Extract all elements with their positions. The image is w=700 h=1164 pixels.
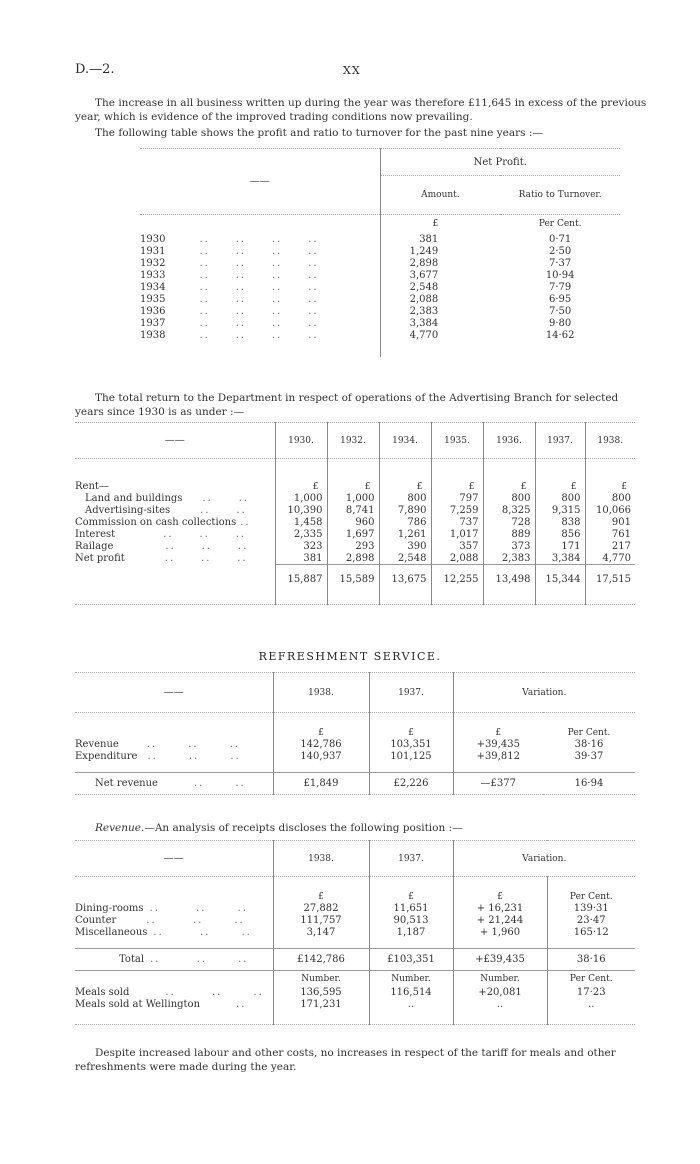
amount-cell: 2,898 bbox=[380, 257, 500, 269]
value-cell: 800 bbox=[379, 493, 431, 505]
variation-value: +20,081 bbox=[453, 987, 547, 999]
row-label: Dining-rooms bbox=[75, 903, 144, 914]
row-label: Revenue bbox=[75, 739, 119, 750]
value-1937: 116,514 bbox=[369, 987, 453, 999]
unit-cell: £ bbox=[585, 481, 635, 493]
row-label: Interest bbox=[75, 529, 116, 540]
value-1937: £103,351 bbox=[369, 949, 453, 971]
year-header: 1938. bbox=[585, 423, 635, 459]
table-row: Meals sold .. .. .. 136,595 116,514 +20,081 17·23 bbox=[75, 987, 635, 999]
unit-cell: £ bbox=[275, 481, 327, 493]
amount-cell: 381 bbox=[380, 233, 500, 245]
table-row: 1932 .. .. .. .. 2,898 7·37 bbox=[140, 257, 620, 269]
profit-dash: —— bbox=[249, 176, 270, 187]
table-row: 1933 .. .. .. .. 3,677 10·94 bbox=[140, 269, 620, 281]
unit-cell: £ bbox=[535, 481, 585, 493]
value-cell: 217 bbox=[585, 541, 635, 553]
total-cell: 13,675 bbox=[379, 565, 431, 595]
table-row: Expenditure .. .. .. 140,937 101,125 +39,812 39·37 bbox=[75, 751, 635, 763]
pct-unit: Per Cent. bbox=[547, 891, 635, 903]
value-cell: 1,697 bbox=[327, 529, 379, 541]
value-cell: 171 bbox=[535, 541, 585, 553]
year-header: 1935. bbox=[431, 423, 483, 459]
variation-pct: 16·94 bbox=[543, 773, 635, 795]
number-unit: Number. bbox=[453, 971, 547, 987]
value-1937: 90,513 bbox=[369, 915, 453, 927]
value-cell: 357 bbox=[431, 541, 483, 553]
value-1938: 142,786 bbox=[273, 739, 369, 751]
unit-cell: £ bbox=[273, 891, 369, 903]
year-label: 1934 bbox=[140, 281, 166, 293]
value-1938: 27,882 bbox=[273, 903, 369, 915]
page-reference: D.—2. bbox=[75, 62, 115, 77]
value-cell: 2,898 bbox=[327, 553, 379, 565]
intro-paragraph-1: The increase in all business written up during the year was therefore £11,645 in excess of the previous year, which is evidence of the improved trading conditions now prevailing. bbox=[75, 97, 647, 123]
value-1938: 140,937 bbox=[273, 751, 369, 763]
table-row: Meals sold at Wellington .. 171,231 .. .. .. bbox=[75, 999, 635, 1011]
value-cell: 3,384 bbox=[535, 553, 585, 565]
variation-value: 16,231 bbox=[488, 903, 524, 914]
col-1938-header: 1938. bbox=[273, 841, 369, 877]
totals-row bbox=[75, 565, 635, 595]
year-label: 1936 bbox=[140, 305, 166, 317]
number-unit: Number. bbox=[273, 971, 369, 987]
number-unit: Number. bbox=[369, 971, 453, 987]
variation-pct: .. bbox=[547, 999, 635, 1011]
table-row: Interest .. .. .. 2,335 1,697 1,261 1,017 889 856 761 bbox=[75, 529, 635, 541]
value-1938: 136,595 bbox=[273, 987, 369, 999]
value-1937: .. bbox=[369, 999, 453, 1011]
unit-cell: £ bbox=[453, 727, 543, 739]
rent-label: Rent— bbox=[75, 481, 109, 492]
return-intro: The total return to the Department in respect of operations of the Advertising Branch for selected years since 1930 is as under :— bbox=[75, 392, 619, 418]
value-cell: 8,741 bbox=[327, 505, 379, 517]
ratio-cell: 7·50 bbox=[549, 305, 572, 317]
table-row: Land and buildings .. .. 1,000 1,000 800 797 800 800 800 bbox=[75, 493, 635, 505]
revenue-intro-italic: Revenue. bbox=[95, 822, 145, 834]
value-cell: 786 bbox=[379, 517, 431, 529]
year-label: 1937 bbox=[140, 317, 166, 329]
value-cell: 323 bbox=[275, 541, 327, 553]
year-label: 1933 bbox=[140, 269, 166, 281]
page-number: XX bbox=[343, 64, 361, 77]
variation-value: +39,812 bbox=[453, 751, 543, 763]
total-cell: 15,589 bbox=[327, 565, 379, 595]
value-cell: 761 bbox=[585, 529, 635, 541]
row-label: Meals sold bbox=[75, 987, 130, 998]
row-label: Railage bbox=[75, 541, 114, 552]
value-1937: 101,125 bbox=[369, 751, 453, 763]
value-cell: 390 bbox=[379, 541, 431, 553]
revenue-intro-text: —An analysis of receipts discloses the following position :— bbox=[144, 822, 463, 834]
value-1937: 1,187 bbox=[369, 927, 453, 939]
total-cell: 17,515 bbox=[585, 565, 635, 595]
unit-cell: £ bbox=[453, 891, 547, 903]
value-cell: 7,259 bbox=[431, 505, 483, 517]
ratio-cell: 0·71 bbox=[549, 233, 572, 245]
table-row: 1938 .. .. .. .. 4,770 14·62 bbox=[140, 329, 620, 341]
variation-sign: + bbox=[476, 915, 486, 926]
row-label: Miscellaneous bbox=[75, 927, 148, 938]
unit-cell: £ bbox=[273, 727, 369, 739]
value-cell: 293 bbox=[327, 541, 379, 553]
variation-pct: 17·23 bbox=[547, 987, 635, 999]
amount-cell: 4,770 bbox=[380, 329, 500, 341]
section-title: REFRESHMENT SERVICE. bbox=[258, 650, 442, 663]
amount-cell: 2,548 bbox=[380, 281, 500, 293]
value-cell: 1,000 bbox=[275, 493, 327, 505]
value-cell: 800 bbox=[535, 493, 585, 505]
refreshment-dash: —— bbox=[75, 673, 273, 713]
value-cell: 797 bbox=[431, 493, 483, 505]
value-cell: 960 bbox=[327, 517, 379, 529]
ratio-cell: 14·62 bbox=[545, 329, 575, 341]
value-cell: 381 bbox=[275, 553, 327, 565]
col-1937-header: 1937. bbox=[369, 673, 453, 713]
value-1938: 3,147 bbox=[273, 927, 369, 939]
amount-cell: 2,383 bbox=[380, 305, 500, 317]
row-label: Total bbox=[119, 954, 145, 965]
table-row: 1937 .. .. .. .. 3,384 9·80 bbox=[140, 317, 620, 329]
net-revenue-row: Net revenue .. .. £1,849 £2,226 —£377 16·94 bbox=[75, 773, 635, 795]
value-1938: £142,786 bbox=[273, 949, 369, 971]
col-1937-header: 1937. bbox=[369, 841, 453, 877]
ratio-cell: 9·80 bbox=[549, 317, 572, 329]
table-row: Revenue .. .. .. 142,786 103,351 +39,435 38·16 bbox=[75, 739, 635, 751]
ratio-unit: Per Cent. bbox=[538, 219, 582, 229]
value-cell: 1,261 bbox=[379, 529, 431, 541]
ratio-cell: 7·79 bbox=[549, 281, 572, 293]
table-row: Dining-rooms .. .. .. 27,882 11,651 + 16,231 139·31 bbox=[75, 903, 635, 915]
year-label: 1938 bbox=[140, 329, 166, 341]
table-row: 1936 .. .. .. .. 2,383 7·50 bbox=[140, 305, 620, 317]
unit-cell: £ bbox=[327, 481, 379, 493]
year-header: 1934. bbox=[379, 423, 431, 459]
row-label: Expenditure bbox=[75, 751, 138, 762]
amount-cell: 3,677 bbox=[380, 269, 500, 281]
table-row: Commission on cash collections .. 1,458 960 786 737 728 838 901 bbox=[75, 517, 635, 529]
value-cell: 10,066 bbox=[585, 505, 635, 517]
value-cell: 2,335 bbox=[275, 529, 327, 541]
value-cell: 8,325 bbox=[483, 505, 535, 517]
total-row: Total .. .. .. £142,786 £103,351 +£39,435 38·16 bbox=[75, 949, 635, 971]
variation-sign: + bbox=[476, 903, 486, 914]
value-cell: 4,770 bbox=[585, 553, 635, 565]
row-label: Net profit bbox=[75, 553, 125, 564]
value-cell: 889 bbox=[483, 529, 535, 541]
revenue-intro bbox=[75, 821, 650, 835]
value-cell: 856 bbox=[535, 529, 585, 541]
row-label: Net revenue bbox=[95, 778, 158, 789]
row-label: Commission on cash collections bbox=[75, 517, 237, 528]
value-1937: 103,351 bbox=[369, 739, 453, 751]
variation-value: +£39,435 bbox=[453, 949, 547, 971]
variation-header: Variation. bbox=[453, 841, 635, 877]
value-cell: 737 bbox=[431, 517, 483, 529]
table-row: 1935 .. .. .. .. 2,088 6·95 bbox=[140, 293, 620, 305]
value-cell: 1,458 bbox=[275, 517, 327, 529]
row-label: Land and buildings bbox=[85, 493, 183, 504]
ratio-cell: 10·94 bbox=[545, 269, 575, 281]
net-profit-header: Net Profit. bbox=[380, 149, 620, 176]
total-cell: 15,887 bbox=[275, 565, 327, 595]
variation-sign: + bbox=[479, 927, 489, 938]
variation-value: .. bbox=[453, 999, 547, 1011]
total-cell: 12,255 bbox=[431, 565, 483, 595]
unit-cell: £ bbox=[431, 481, 483, 493]
year-header: 1937. bbox=[535, 423, 585, 459]
variation-value: 21,244 bbox=[488, 915, 524, 926]
value-cell: 2,088 bbox=[431, 553, 483, 565]
value-cell: 1,017 bbox=[431, 529, 483, 541]
amount-header: Amount. bbox=[380, 176, 500, 215]
value-1937: £2,226 bbox=[369, 773, 453, 795]
return-dash: —— bbox=[75, 423, 275, 459]
amount-cell: 1,249 bbox=[380, 245, 500, 257]
unit-cell: £ bbox=[379, 481, 431, 493]
variation-pct: 38·16 bbox=[547, 949, 635, 971]
variation-value: +39,435 bbox=[453, 739, 543, 751]
year-header: 1932. bbox=[327, 423, 379, 459]
value-cell: 2,548 bbox=[379, 553, 431, 565]
value-1938: 111,757 bbox=[273, 915, 369, 927]
table-row: 1931 .. .. .. .. 1,249 2·50 bbox=[140, 245, 620, 257]
year-header: 1936. bbox=[483, 423, 535, 459]
year-label: 1931 bbox=[140, 245, 166, 257]
value-1937: 11,651 bbox=[369, 903, 453, 915]
table-row: 1930 .. .. .. .. 381 0·71 bbox=[140, 233, 620, 245]
pct-unit: Per Cent. bbox=[567, 727, 611, 738]
table-row: Counter .. .. .. 111,757 90,513 + 21,244 23·47 bbox=[75, 915, 635, 927]
closing-paragraph: Despite increased labour and other costs, no increases in respect of the tariff for meals and other refreshments were made during the year. bbox=[75, 1047, 616, 1073]
value-1938: £1,849 bbox=[273, 773, 369, 795]
value-cell: 10,390 bbox=[275, 505, 327, 517]
year-label: 1932 bbox=[140, 257, 166, 269]
variation-pct: 165·12 bbox=[547, 927, 635, 939]
ratio-cell: 7·37 bbox=[549, 257, 572, 269]
value-cell: 838 bbox=[535, 517, 585, 529]
ratio-cell: 2·50 bbox=[549, 245, 572, 257]
variation-pct: 139·31 bbox=[547, 903, 635, 915]
unit-cell: £ bbox=[483, 481, 535, 493]
value-cell: 901 bbox=[585, 517, 635, 529]
year-label: 1935 bbox=[140, 293, 166, 305]
total-cell: 13,498 bbox=[483, 565, 535, 595]
value-cell: 2,383 bbox=[483, 553, 535, 565]
value-cell: 7,890 bbox=[379, 505, 431, 517]
row-label: Meals sold at Wellington bbox=[75, 999, 201, 1010]
value-cell: 800 bbox=[585, 493, 635, 505]
intro-paragraph-2: The following table shows the profit and ratio to turnover for the past nine years :— bbox=[95, 127, 543, 139]
amount-cell: 2,088 bbox=[380, 293, 500, 305]
table-row: Net profit .. .. .. 381 2,898 2,548 2,088 2,383 3,384 4,770 bbox=[75, 553, 635, 565]
year-label: 1930 bbox=[140, 233, 166, 245]
variation-pct: 38·16 bbox=[574, 739, 604, 750]
variation-pct: 23·47 bbox=[547, 915, 635, 927]
variation-value: 1,960 bbox=[491, 927, 521, 938]
amount-unit: £ bbox=[380, 215, 500, 234]
revenue-table bbox=[75, 840, 635, 1025]
ratio-header: Ratio to Turnover. bbox=[500, 176, 620, 215]
pct-unit: Per Cent. bbox=[547, 971, 635, 987]
row-label: Counter bbox=[75, 915, 117, 926]
row-label: Advertising-sites bbox=[85, 505, 171, 516]
return-table bbox=[75, 422, 635, 605]
variation-header: Variation. bbox=[453, 673, 635, 713]
variation-pct: 39·37 bbox=[574, 751, 604, 762]
value-cell: 9,315 bbox=[535, 505, 585, 517]
total-cell: 15,344 bbox=[535, 565, 585, 595]
revenue-dash: —— bbox=[75, 841, 273, 877]
value-cell: 728 bbox=[483, 517, 535, 529]
value-cell: 373 bbox=[483, 541, 535, 553]
unit-cell: £ bbox=[369, 727, 453, 739]
variation-value: —£377 bbox=[453, 773, 543, 795]
table-row: Miscellaneous .. .. .. 3,147 1,187 + 1,960 165·12 bbox=[75, 927, 635, 939]
amount-cell: 3,384 bbox=[380, 317, 500, 329]
profit-table bbox=[140, 148, 620, 357]
ratio-cell: 6·95 bbox=[549, 293, 572, 305]
value-cell: 800 bbox=[483, 493, 535, 505]
table-row: Advertising-sites .. .. 10,390 8,741 7,890 7,259 8,325 9,315 10,066 bbox=[75, 505, 635, 517]
table-row: Railage .. .. .. 323 293 390 357 373 171 217 bbox=[75, 541, 635, 553]
value-1938: 171,231 bbox=[273, 999, 369, 1011]
value-cell: 1,000 bbox=[327, 493, 379, 505]
year-header: 1930. bbox=[275, 423, 327, 459]
col-1938-header: 1938. bbox=[273, 673, 369, 713]
table-row: 1934 .. .. .. .. 2,548 7·79 bbox=[140, 281, 620, 293]
refreshment-table bbox=[75, 672, 635, 795]
unit-cell: £ bbox=[369, 891, 453, 903]
